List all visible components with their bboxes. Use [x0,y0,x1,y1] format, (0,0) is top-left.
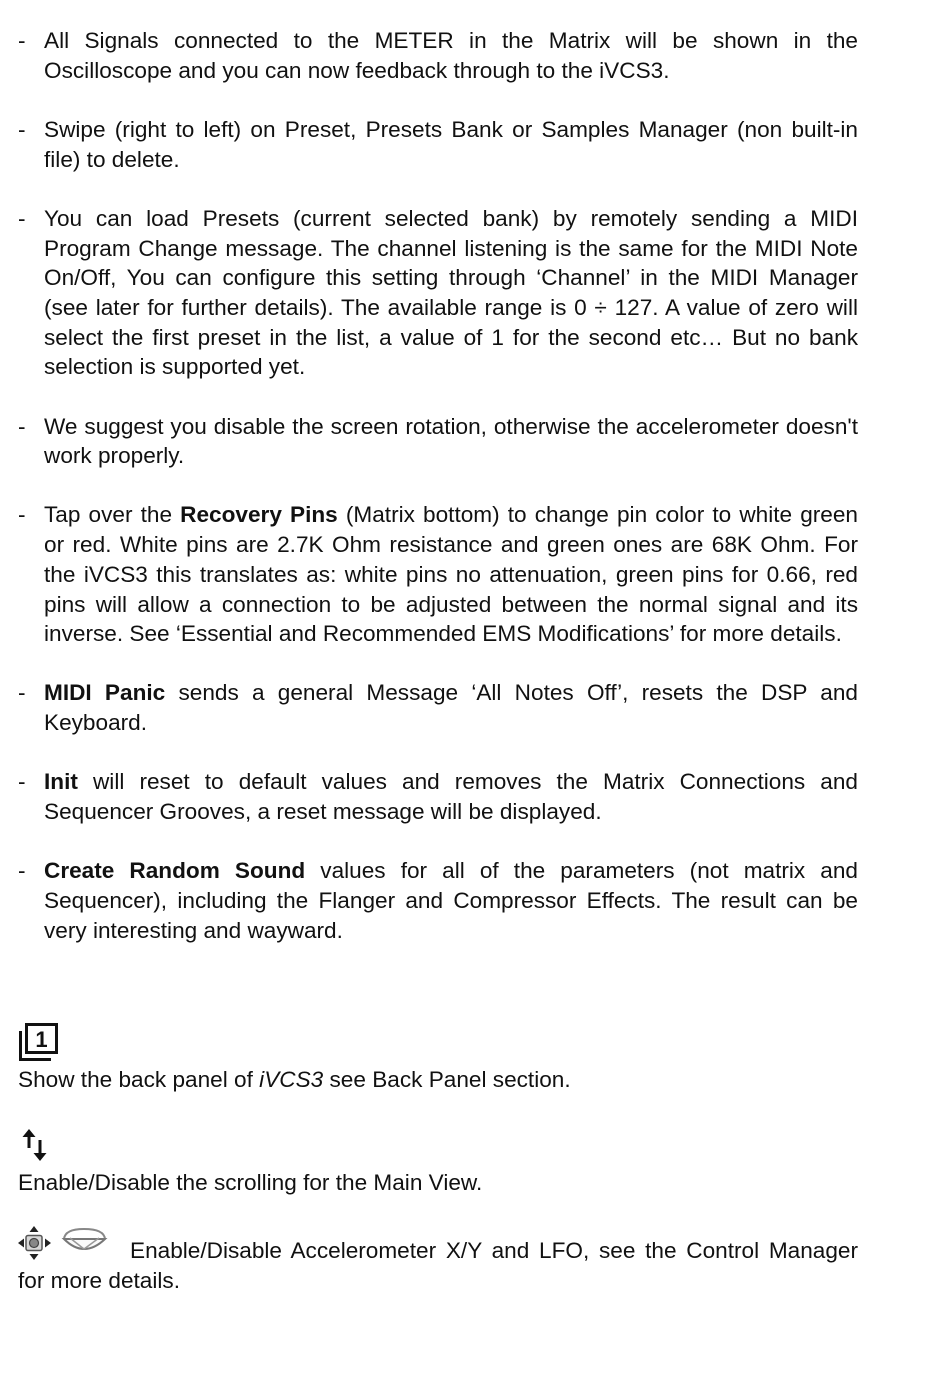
accelerometer-xy-icon [18,1226,51,1260]
list-item [18,115,858,174]
bullet-dash: - [18,858,26,884]
app-name: iVCS3 [259,1067,324,1092]
list-item [18,500,858,649]
bullet-dash: - [18,769,26,795]
scroll-text: Enable/Disable the scrolling for the Main View. [18,1170,483,1195]
list-item [18,412,858,471]
bullet-dash: - [18,28,26,53]
bullet-bold-term: Recovery Pins [180,502,338,528]
tips-list [18,26,858,975]
back-panel-icon-digit: 1 [35,1027,48,1052]
back-panel-1-icon [18,1022,60,1062]
bullet-dash: - [18,502,26,528]
list-item [18,856,858,945]
bullet-text: You can load Presets (current selected bank) by remotely sending a MIDI Program Change message. The channel listening is the same for the MIDI Note On/Off, You can configure this setting through ‘Channel’ in the MIDI Manager (see later for further details). The available range is 0 ÷ 127. A value of zero will select the first preset in the list, a value of 1 for the second etc… But no bank selection is supported yet. [44,205,858,380]
bullet-text: Swipe (right to left) on Preset, Presets Bank or Samples Manager (non built-in file) to delete. [44,116,858,172]
list-item [18,204,858,382]
bullet-text: (Matrix bottom) to change pin color to white green or red. White pins are 2.7K Ohm resistance and green ones are 68K Ohm. For the iVCS3 this translates as: white pins no attenuation, green pins for 0.66, red pins will allow a connection to be adjusted between the normal signal and its inverse. See ‘Essential and Recommended EMS Modifications’ for more details. [44,502,858,647]
bullet-dash: - [18,205,26,231]
accelerometer-section [18,1226,858,1295]
bullet-text: We suggest you disable the screen rotation, otherwise the accelerometer doesn't work properly. [44,413,858,469]
scroll-section [18,1128,858,1172]
scroll-text-block [18,1168,858,1198]
scroll-arrows-icon [18,1128,52,1164]
bullet-bold-term: Create Random Sound [44,858,306,884]
bullet-text: sends a general Message ‘All Notes Off’, resets the DSP and Keyboard. [44,680,858,736]
list-item [18,767,858,826]
back-panel-text: Show the back panel of [18,1067,260,1092]
bullet-dash: - [18,116,26,142]
list-item [18,26,858,85]
bullet-text: will reset to default values and removes the Matrix Connections and Sequencer Grooves, a reset message will be displayed. [44,769,858,825]
list-item [18,678,858,737]
bullet-bold-term: MIDI Panic [44,680,166,706]
accelerometer-text: Enable/Disable Accelerometer X/Y and LFO, see the Control Manager for more details. [18,1238,858,1293]
lfo-icon [64,1229,105,1249]
bullet-bold-term: Init [44,769,78,795]
bullet-dash: - [18,413,26,439]
back-panel-text-suffix: see Back Panel section. [323,1067,571,1092]
back-panel-section [18,1022,858,1070]
bullet-text: values for all of the parameters (not matrix and Sequencer), including the Flanger and Compressor Effects. The result can be very interesting and wayward. [44,858,858,943]
bullet-text: All Signals connected to the METER in the Matrix will be shown in the Oscilloscope and you can now feedback through to the iVCS3. [44,28,858,83]
bullet-text-prefix: Tap over the [44,502,181,528]
bullet-dash: - [18,680,26,706]
back-panel-text-block [18,1065,858,1095]
